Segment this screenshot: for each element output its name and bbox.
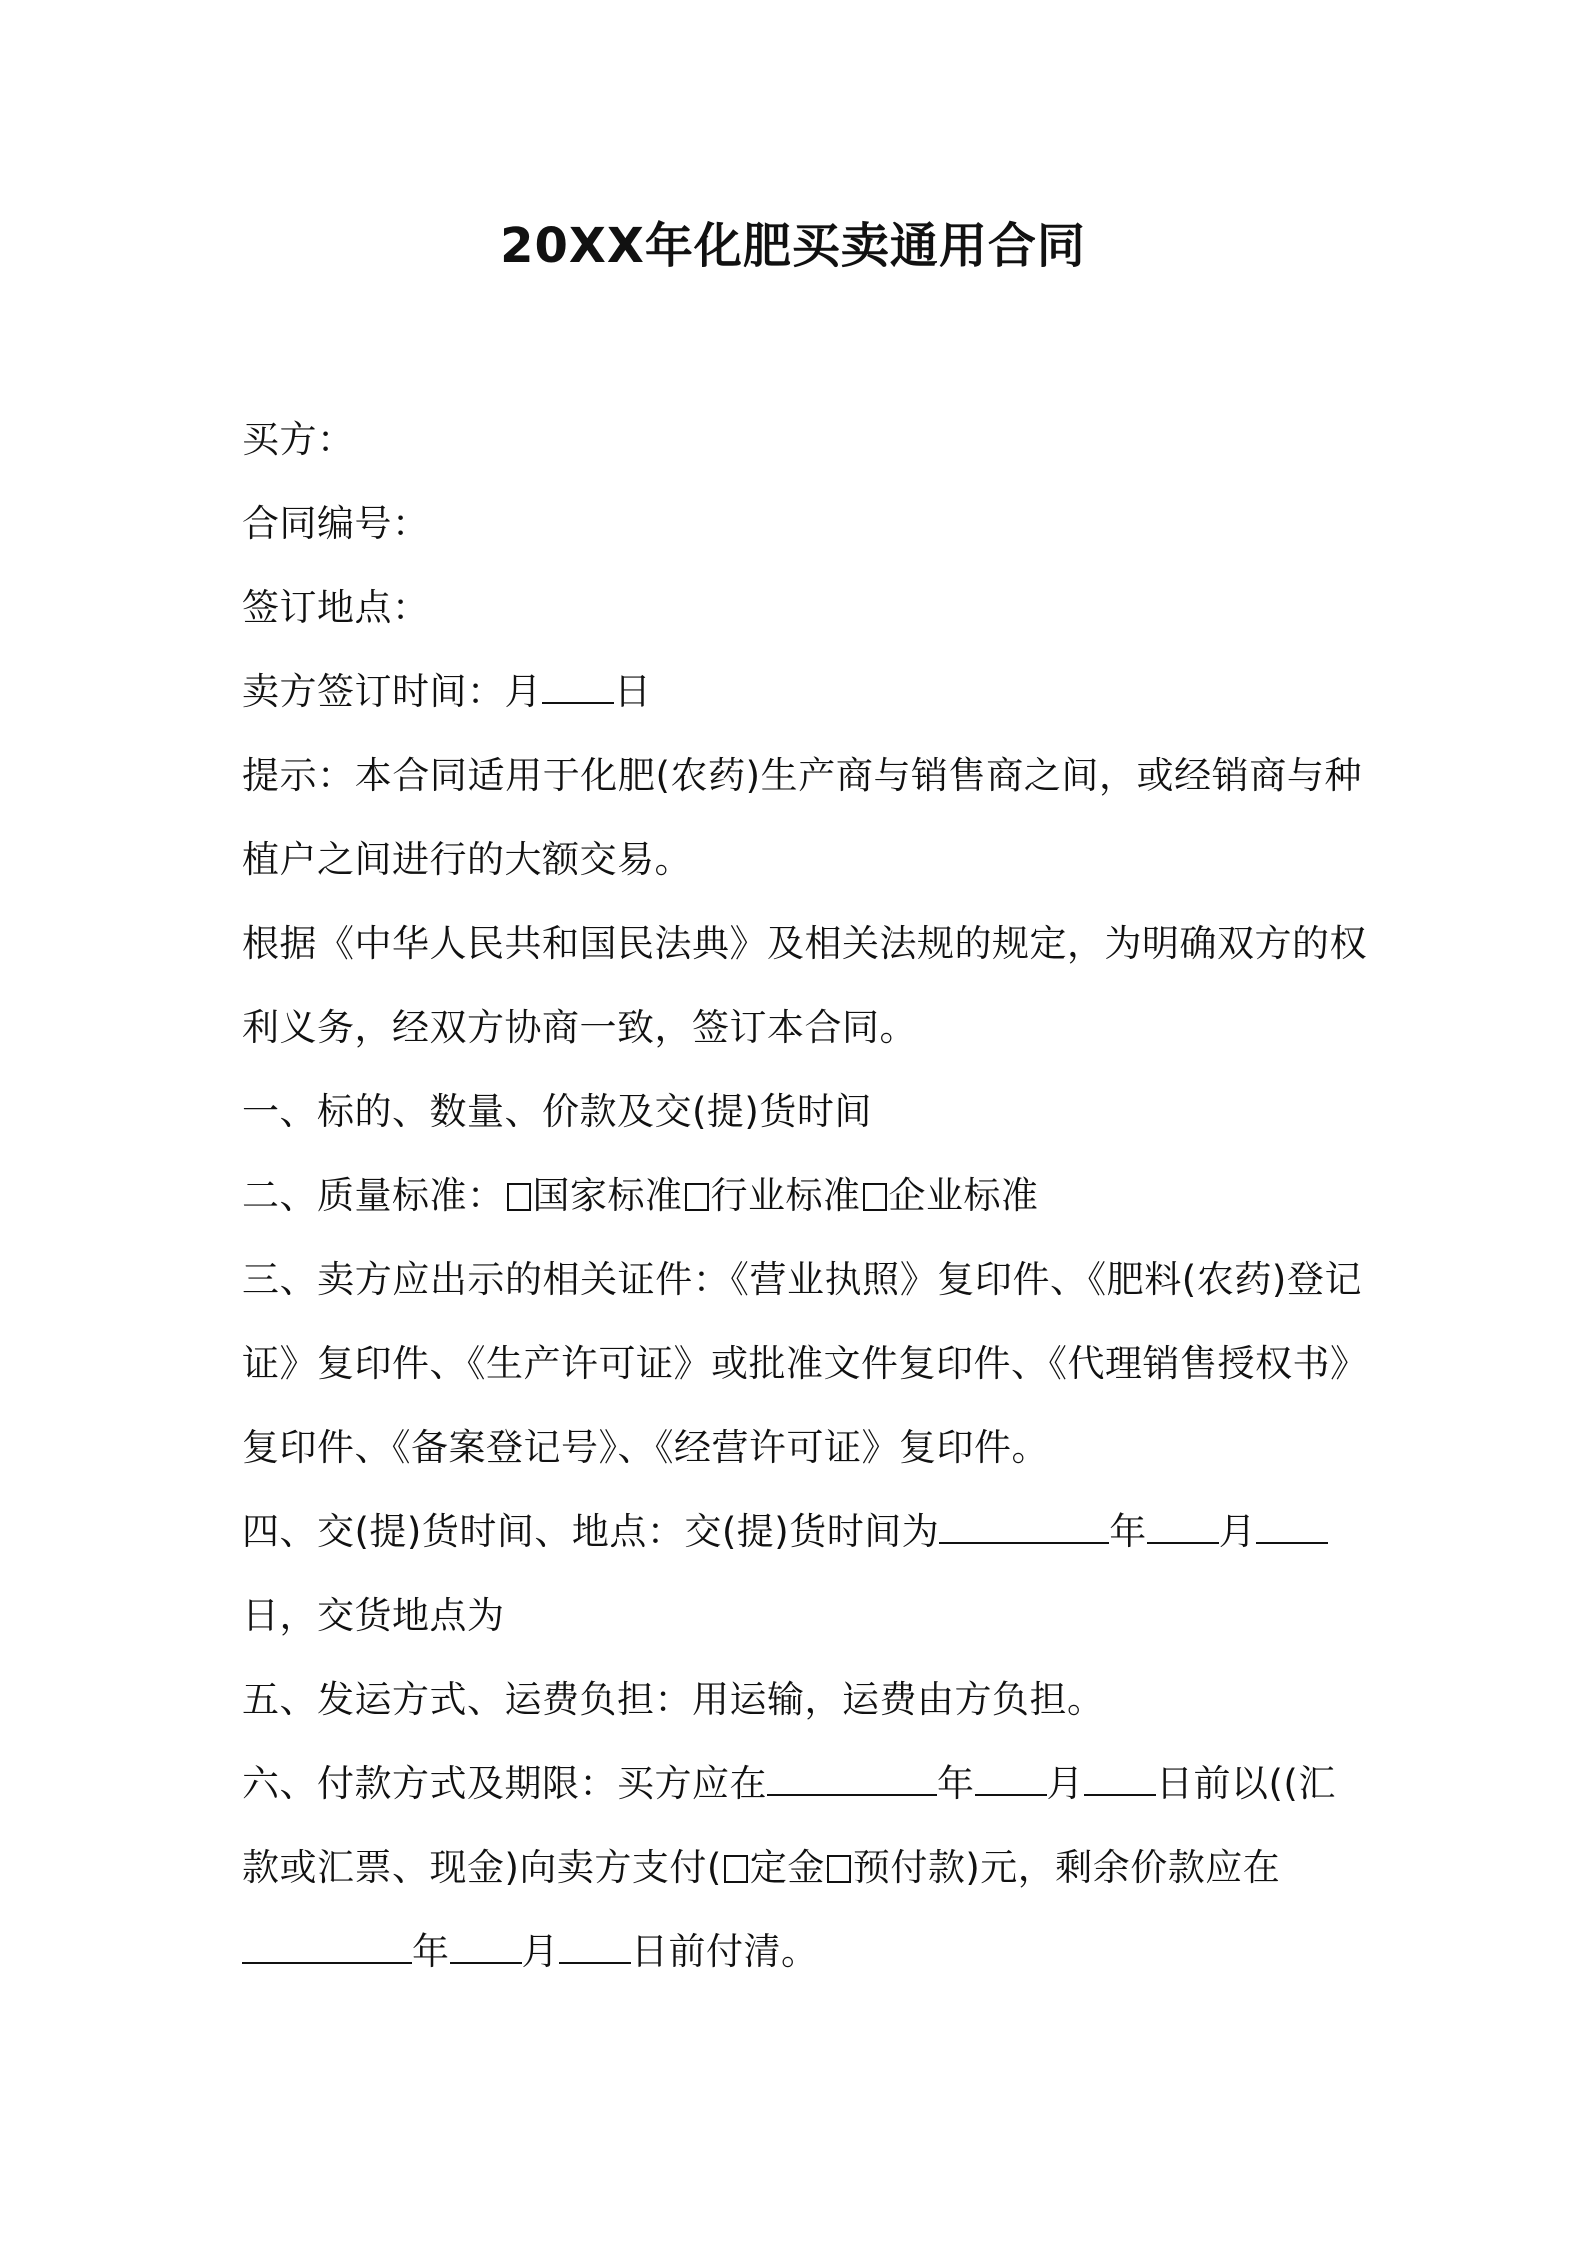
clause-5: 五、发运方式、运费负担：用运输，运费由方负担。 bbox=[242, 1678, 1105, 1721]
contract-no-label: 合同编号： bbox=[242, 502, 430, 545]
payment-day-blank bbox=[1084, 1761, 1156, 1796]
tip-line-1: 提示：本合同适用于化肥(农药)生产商与销售商之间，或经销商与种 bbox=[242, 754, 1362, 797]
seller-time-suffix: 日 bbox=[614, 670, 652, 713]
clause-2-prefix: 二、质量标准： bbox=[242, 1174, 505, 1217]
clause-4-line-1 bbox=[242, 1490, 1362, 1574]
national-standard-checkbox[interactable] bbox=[507, 1183, 531, 1211]
clause-6-line-2-prefix: 款或汇票、现金)向卖方支付( bbox=[242, 1846, 722, 1889]
seller-day-blank bbox=[542, 669, 614, 704]
balance-month-blank bbox=[450, 1929, 522, 1964]
clause-6-line-2 bbox=[242, 1826, 1362, 1910]
industry-standard-checkbox[interactable] bbox=[685, 1183, 709, 1211]
enterprise-standard-label: 企业标准 bbox=[888, 1174, 1039, 1217]
industry-standard-label: 行业标准 bbox=[710, 1174, 861, 1217]
deposit-label: 定金 bbox=[749, 1846, 825, 1889]
balance-year-blank bbox=[242, 1929, 412, 1964]
contract-no-line bbox=[242, 482, 1362, 566]
clause-6-prefix: 六、付款方式及期限：买方应在 bbox=[242, 1762, 767, 1805]
clause-6-month-2: 月 bbox=[521, 1930, 559, 1973]
sign-place-label: 签订地点： bbox=[242, 586, 430, 629]
delivery-day-blank bbox=[1256, 1509, 1328, 1544]
clause-6-line-1 bbox=[242, 1742, 1362, 1826]
document-title: 20XX年化肥买卖通用合同 bbox=[500, 218, 1086, 274]
clause-1: 一、标的、数量、价款及交(提)货时间 bbox=[242, 1090, 872, 1133]
clause-6-year: 年 bbox=[937, 1762, 975, 1805]
clause-6-year-2: 年 bbox=[412, 1930, 450, 1973]
national-standard-label: 国家标准 bbox=[532, 1174, 683, 1217]
buyer-label: 买方： bbox=[242, 418, 355, 461]
clause-2 bbox=[242, 1154, 1362, 1238]
basis-line-2: 利义务，经双方协商一致，签订本合同。 bbox=[242, 1006, 917, 1049]
basis-line-1: 根据《中华人民共和国民法典》及相关法规的规定，为明确双方的权 bbox=[242, 922, 1367, 965]
clause-4-year: 年 bbox=[1109, 1510, 1147, 1553]
clause-4-line-2: 日，交货地点为 bbox=[242, 1594, 505, 1637]
clause-6-month: 月 bbox=[1046, 1762, 1084, 1805]
clause-3-line-1: 三、卖方应出示的相关证件：《营业执照》复印件、《肥料(农药)登记 bbox=[242, 1258, 1362, 1301]
buyer-line bbox=[242, 398, 1362, 482]
delivery-month-blank bbox=[1147, 1509, 1219, 1544]
contract-body bbox=[242, 398, 1368, 1994]
tip-line-2: 植户之间进行的大额交易。 bbox=[242, 838, 692, 881]
deposit-checkbox[interactable] bbox=[724, 1855, 748, 1883]
seller-time-line bbox=[242, 650, 1362, 734]
payment-year-blank bbox=[767, 1761, 937, 1796]
clause-3-line-2: 证》复印件、《生产许可证》或批准文件复印件、《代理销售授权书》 bbox=[242, 1342, 1368, 1385]
clause-6-day-suffix: 日前以((汇 bbox=[1156, 1762, 1336, 1805]
balance-day-blank bbox=[559, 1929, 631, 1964]
sign-place-line bbox=[242, 566, 1362, 650]
delivery-year-blank bbox=[939, 1509, 1109, 1544]
clause-3-line-3: 复印件、《备案登记号》、《经营许可证》复印件。 bbox=[242, 1426, 1049, 1469]
prepayment-label: 预付款)元，剩余价款应在 bbox=[852, 1846, 1281, 1889]
seller-time-prefix: 卖方签订时间：月 bbox=[242, 670, 542, 713]
payment-month-blank bbox=[975, 1761, 1047, 1796]
clause-4-prefix: 四、交(提)货时间、地点：交(提)货时间为 bbox=[242, 1510, 940, 1553]
enterprise-standard-checkbox[interactable] bbox=[863, 1183, 887, 1211]
clause-4-month: 月 bbox=[1218, 1510, 1257, 1553]
clause-6-end: 日前付清。 bbox=[631, 1930, 819, 1973]
prepayment-checkbox[interactable] bbox=[827, 1855, 851, 1883]
clause-6-line-3 bbox=[242, 1910, 1362, 1994]
